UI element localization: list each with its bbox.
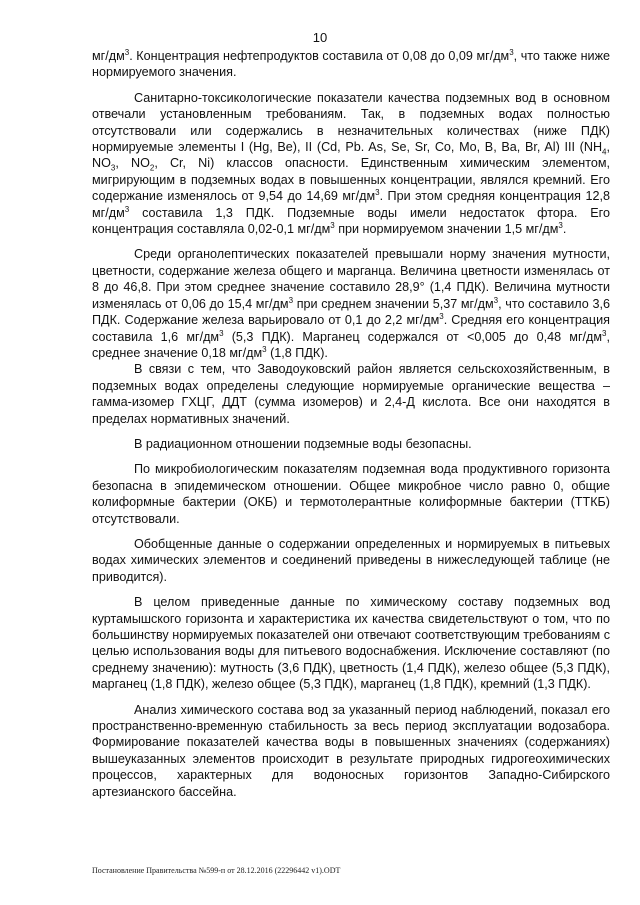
page-number: 10 <box>312 30 328 45</box>
document-body <box>92 48 610 800</box>
paragraph-organic-substances: В связи с тем, что Заводоуковский район является сельскохозяйственным, в подземных водах определены следующие нормируемые органические вещества – гамма-изомер ГХЦГ, ДДТ (сумма изомеров) и 2,4-Д кислота. Все они находятся в пределах нормативных значений. <box>92 362 610 426</box>
paragraph-overall-quality: В целом приведенные данные по химическому составу подземных вод куртамышского горизонта и характеристика их качества свидетельствуют о том, что по большинству нормируемых показателей они отвечают соответствующим требованиям с целью использования воды для питьевого водоснабжения. Исключение составляют (по среднему значению): мутность (3,6 ПДК), цветность (1,4 ПДК), железо общее (5,3 ПДК), марганец (1,8 ПДК), железо общее (5,3 ПДК), марганец (1,8 ПДК), кремний (1,3 ПДК). <box>92 595 610 692</box>
paragraph-organoleptic: Среди органолептических показателей превышали норму значения мутности, цветности, содержание железа общего и марганца. Величина цветности изменялась от 8 до 46,8. При этом среднее значение составило 28,9° (1,4 ПДК). Величина мутности изменялась от 0,06 до 15,4 $мг/дм^3$ при среднем значении 5,37 $мг/дм^3$, что составило 3,6 ПДК. Содержание железа варьировало от 0,1 до 2,2 $мг/дм^3$. Средняя его концентрация составила 1,6 $мг/дм^3$ (5,3 ПДК). Марганец содержался от <0,005 до 0,48 $мг/дм^3$, среднее значение 0,18 $мг/дм^3$ (1,8 ПДК). <box>92 247 611 360</box>
paragraph-analysis: Анализ химического состава вод за указанный период наблюдений, показал его пространственно-временную стабильность за весь период эксплуатации водозабора. Формирование показателей качества воды в повышенных значениях (содержаниях) вышеуказанных элементов происходит в результате природных гидрогеохимических процессов, характерных для водоносных горизонтов Западно-Сибирского артезианского бассейна. <box>92 702 610 799</box>
paragraph-radiation: В радиационном отношении подземные воды безопасны. <box>134 436 472 451</box>
paragraph-microbiological: По микробиологическим показателям подземная вода продуктивного горизонта безопасна в эпидемическом отношении. Общее микробное число равно 0, общие колиформные бактерии (ОКБ) и термотолерантные колиформные бактерии (ТТКБ) отсутствовали. <box>92 462 610 526</box>
document-footer: Постановление Правительства №599-п от 28.12.2016 (22296442 v1).ODT <box>92 866 341 875</box>
paragraph-sanitary-toxicological: Санитарно-токсикологические показатели качества подземных вод в основном отвечали установленным требованиям. Так, в подземных водах полностью отсутствовали или содержались в незначительных количествах (ниже ПДК) нормируемые элементы I (Hg, Be), II (Cd, Pb. As, Se, Sr, Co, Mo, B, Ba, Br, Al) III ($NH_4$, $NO_3$, $NO_2$, Cr, Ni) классов опасности. Единственным химическим элементом, мигрирующим в подземных водах в повышенных концентрации, являлся кремний. Его содержание изменялось от 9,54 до 14,69 $мг/дм^3$. При этом средняя концентрация 12,8 $мг/дм^3$ составила 1,3 ПДК. Подземные воды имели недостаток фтора. Его концентрация составляла 0,02-0,1 $мг/дм^3$ при нормируемом значении 1,5 $мг/дм^3$. <box>92 90 611 237</box>
paragraph-summary-table: Обобщенные данные о содержании определенных и нормируемых в питьевых водах химических элементов и соединений приведены в нижеследующей таблице (не приводится). <box>92 536 610 584</box>
paragraph-oil-products: $мг/дм^3$. Концентрация нефтепродуктов составила от 0,08 до 0,09 $мг/дм^3$, что также ниже нормируемого значения. <box>92 47 611 80</box>
